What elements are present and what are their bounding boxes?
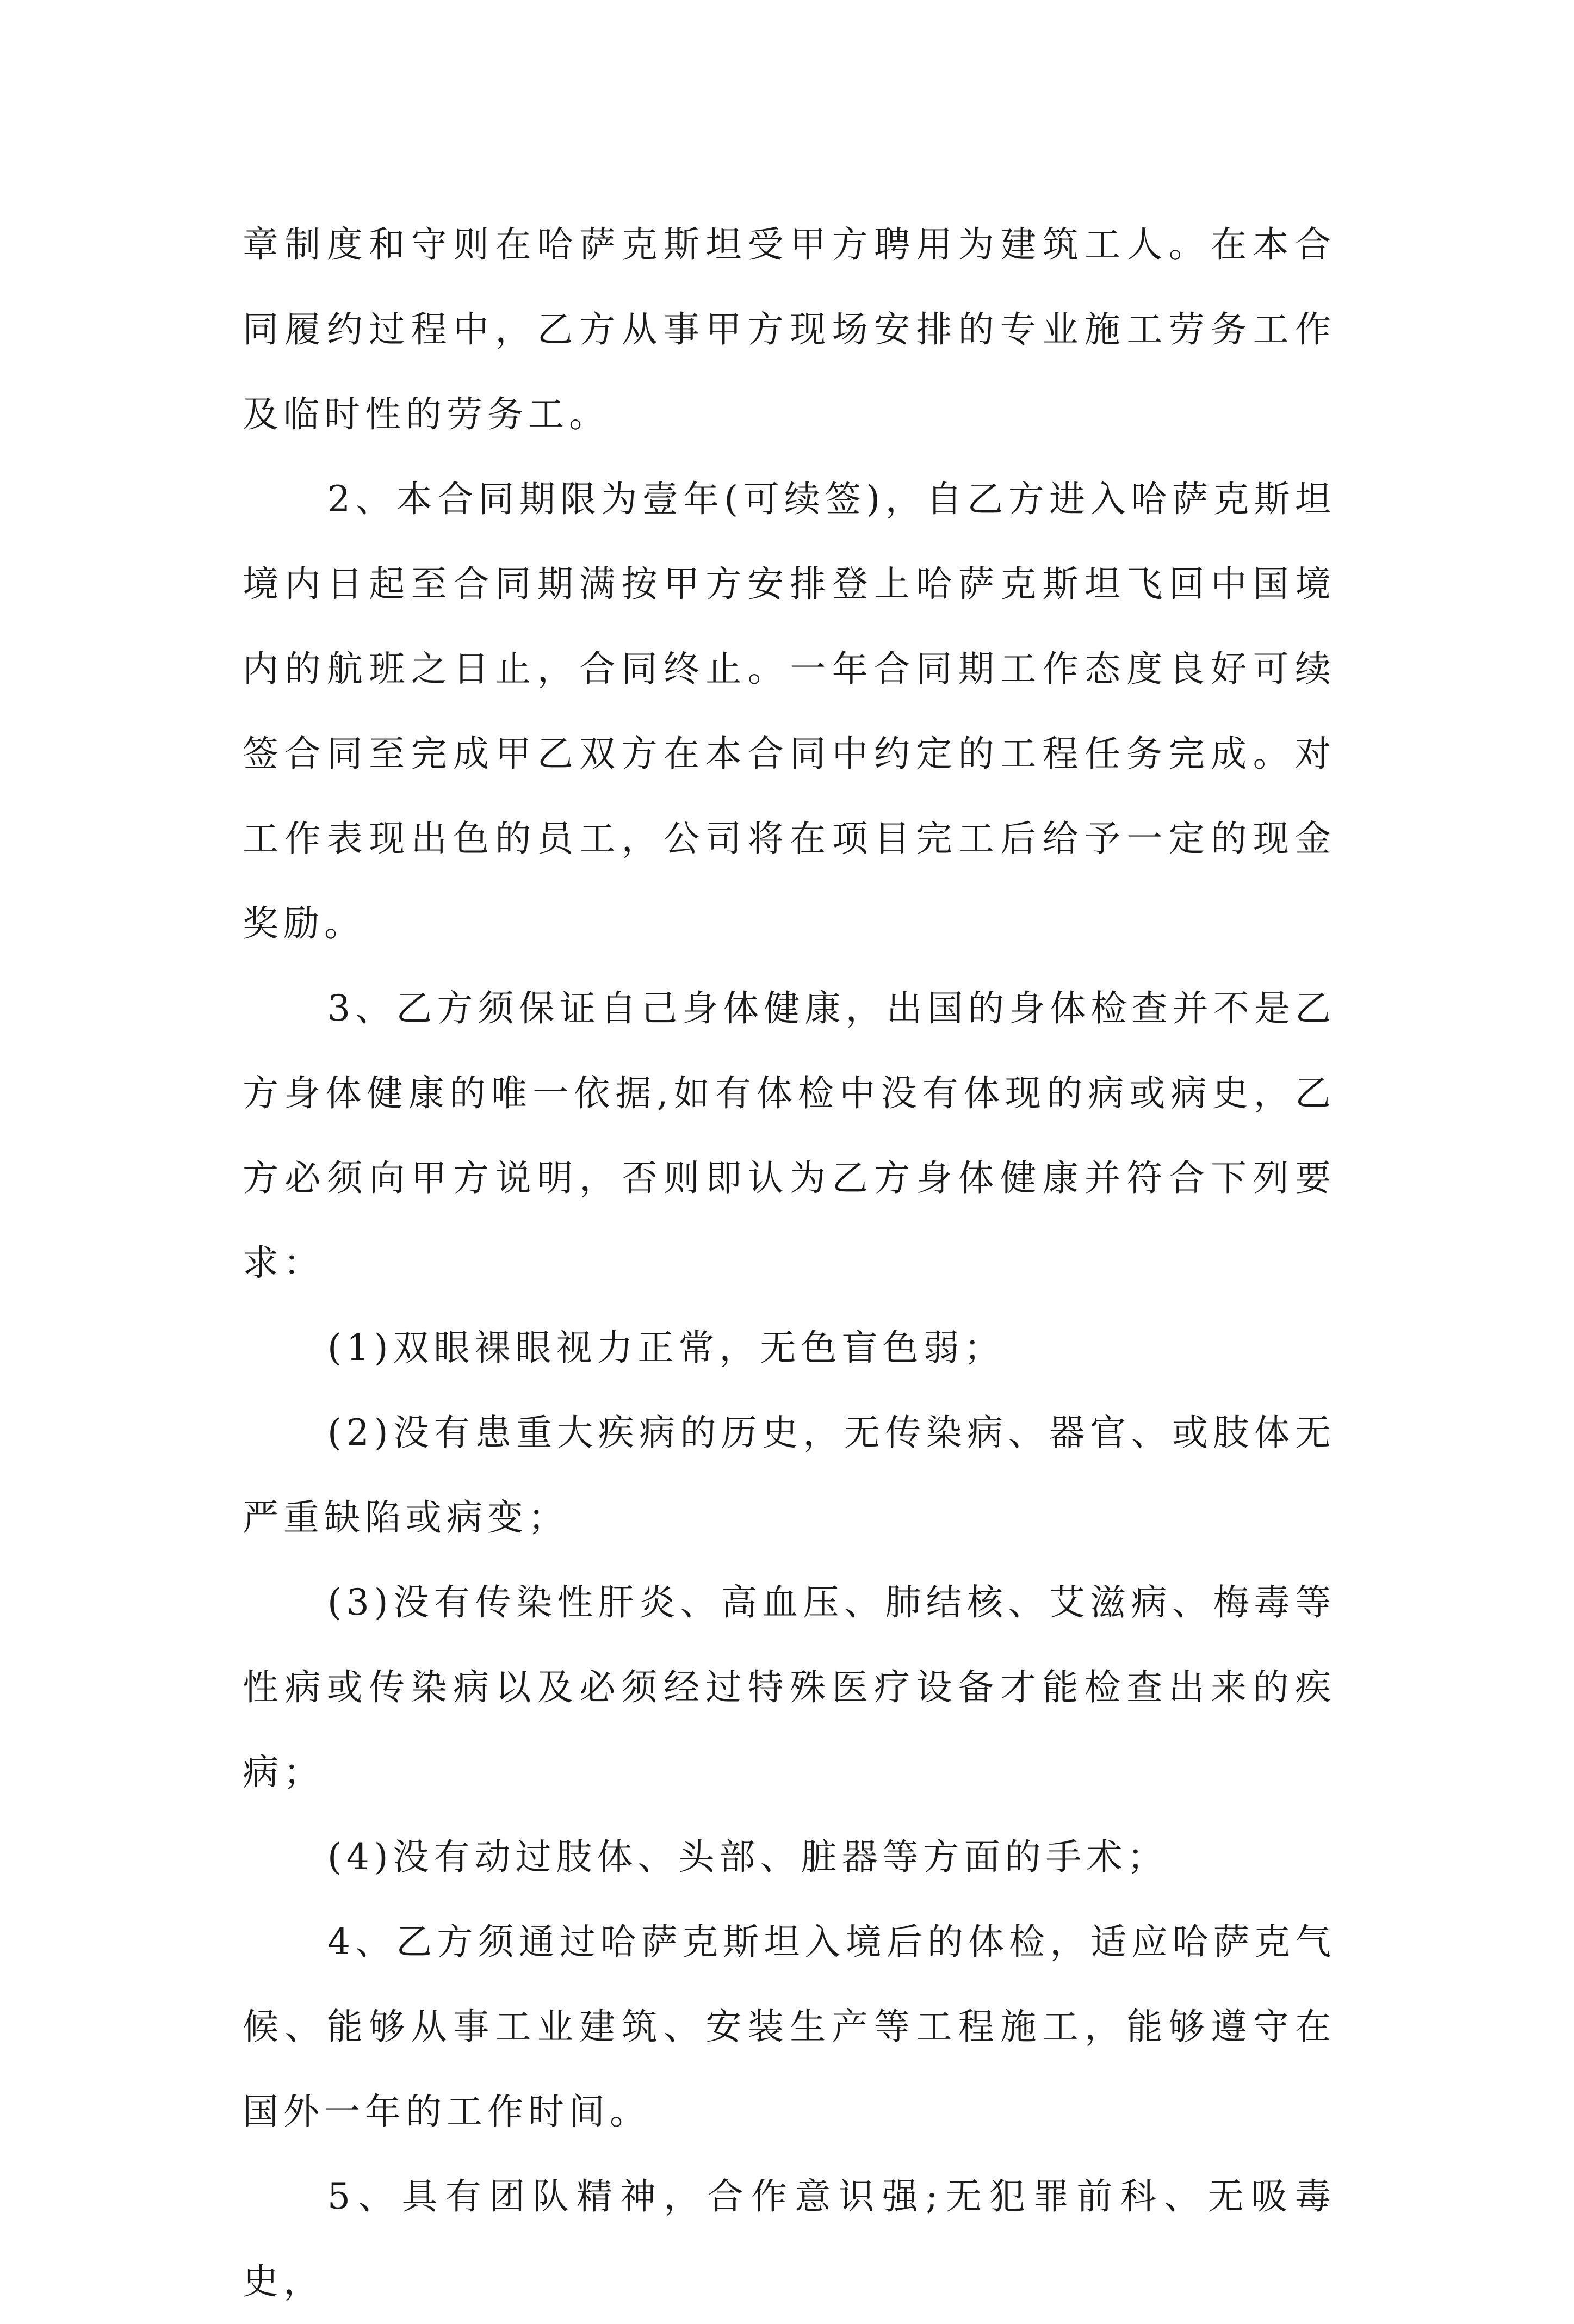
paragraph-clause-5: 5、具有团队精神，合作意识强;无犯罪前科、无吸毒史， [243,2175,1336,2302]
paragraph-item-2: (2)没有患重大疾病的历史，无传染病、器官、或肢体无严重缺陷或病变； [243,1412,1336,1538]
paragraph-item-4: (4)没有动过肢体、头部、脏器等方面的手术； [327,1836,1168,1878]
paragraph-item-1: (1)双眼裸眼视力正常，无色盲色弱； [327,1327,1005,1369]
paragraph-clause-4: 4、乙方须通过哈萨克斯坦入境后的体检，适应哈萨克气候、能够从事工业建筑、安装生产等工程施工，能够遵守在国外一年的工作时间。 [243,1921,1336,2133]
paragraph-clause-2: 2、本合同期限为壹年(可续签)，自乙方进入哈萨克斯坦境内日起至合同期满按甲方安排登上哈萨克斯坦飞回中国境内的航班之日止，合同终止。一年合同期工作态度良好可续签合同至完成甲乙双方在本合同中约定的工程任务完成。对工作表现出色的员工，公司将在项目完工后给予一定的现金奖励。 [243,478,1336,944]
paragraph-item-3: (3)没有传染性肝炎、高血压、肺结核、艾滋病、梅毒等性病或传染病以及必须经过特殊医疗设备才能检查出来的疾病； [243,1581,1336,1793]
document-body [243,202,1336,2324]
paragraph-continuation: 章制度和守则在哈萨克斯坦受甲方聘用为建筑工人。在本合同履约过程中，乙方从事甲方现场安排的专业施工劳务工作及临时性的劳务工。 [243,224,1336,435]
paragraph-clause-3: 3、乙方须保证自己身体健康，出国的身体检查并不是乙方身体健康的唯一依据,如有体检中没有体现的病或病史，乙方必须向甲方说明，否则即认为乙方身体健康并符合下列要求： [243,987,1336,1284]
